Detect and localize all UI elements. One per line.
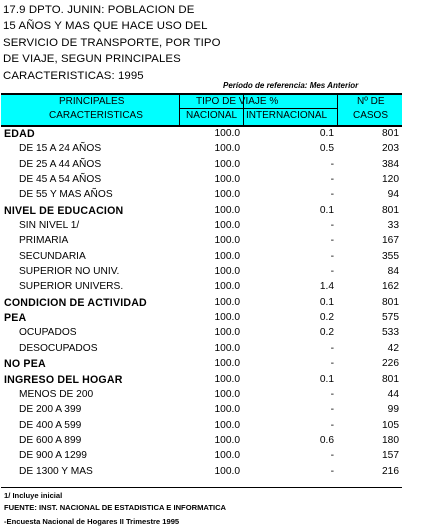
table-title bbox=[3, 2, 263, 84]
row-label: NO PEA bbox=[4, 358, 46, 371]
casos-value: 801 bbox=[382, 204, 399, 216]
casos-value: 167 bbox=[382, 235, 399, 247]
title-line: CARACTERISTICAS: 1995 bbox=[3, 69, 144, 82]
internacional-value: 0.1 bbox=[319, 296, 334, 308]
footnote-1: 1/ Incluye inicial bbox=[4, 491, 63, 500]
table-row bbox=[1, 357, 402, 372]
internacional-value: - bbox=[330, 404, 334, 416]
casos-value: 533 bbox=[382, 327, 399, 339]
row-label: SECUNDARIA bbox=[19, 250, 86, 262]
nacional-value: 100.0 bbox=[214, 327, 240, 339]
row-label: DE 200 A 399 bbox=[19, 404, 82, 416]
internacional-value: 0.1 bbox=[319, 128, 334, 139]
internacional-value: - bbox=[330, 220, 334, 232]
header-internacional: INTERNACIONAL bbox=[246, 110, 328, 121]
nacional-value: 100.0 bbox=[214, 189, 240, 201]
row-label: MENOS DE 200 bbox=[19, 388, 94, 400]
casos-value: 84 bbox=[387, 266, 399, 278]
nacional-value: 100.0 bbox=[214, 388, 240, 400]
table-row bbox=[1, 280, 402, 295]
row-label: SUPERIOR UNIVERS. bbox=[19, 281, 124, 293]
casos-value: 44 bbox=[387, 388, 399, 400]
table-body bbox=[1, 127, 402, 480]
casos-value: 575 bbox=[382, 312, 399, 324]
nacional-value: 100.0 bbox=[214, 235, 240, 247]
title-line: SERVICIO DE TRANSPORTE, POR TIPO bbox=[3, 36, 221, 49]
header-principales: PRINCIPALES bbox=[59, 96, 125, 107]
internacional-value: 1.4 bbox=[319, 281, 334, 293]
nacional-value: 100.0 bbox=[214, 128, 240, 139]
casos-value: 355 bbox=[382, 250, 399, 262]
nacional-value: 100.0 bbox=[214, 465, 240, 477]
internacional-value: 0.1 bbox=[319, 204, 334, 216]
header-divider bbox=[179, 95, 180, 125]
row-label: DE 45 A 54 AÑOS bbox=[19, 174, 102, 186]
row-label: DESOCUPADOS bbox=[19, 342, 98, 354]
table-row bbox=[1, 434, 402, 449]
row-label: EDAD bbox=[4, 128, 35, 140]
table-row bbox=[1, 234, 402, 249]
casos-value: 157 bbox=[382, 450, 399, 462]
footnote-survey: -Encuesta Nacional de Hogares II Trimestre 1995 bbox=[4, 517, 180, 526]
casos-value: 120 bbox=[382, 174, 399, 186]
row-label: DE 15 A 24 AÑOS bbox=[19, 143, 102, 155]
table-row bbox=[1, 158, 402, 173]
internacional-value: - bbox=[330, 266, 334, 278]
internacional-value: - bbox=[330, 419, 334, 431]
internacional-value: - bbox=[330, 174, 334, 186]
casos-value: 162 bbox=[382, 281, 399, 293]
row-label: SUPERIOR NO UNIV. bbox=[19, 266, 120, 278]
nacional-value: 100.0 bbox=[214, 358, 240, 370]
internacional-value: 0.1 bbox=[319, 373, 334, 385]
table-row bbox=[1, 419, 402, 434]
internacional-value: 0.2 bbox=[319, 327, 334, 339]
table-row bbox=[1, 142, 402, 157]
table-row bbox=[1, 465, 402, 480]
row-label: SIN NIVEL 1/ bbox=[19, 220, 80, 232]
nacional-value: 100.0 bbox=[214, 158, 240, 170]
nacional-value: 100.0 bbox=[214, 220, 240, 232]
internacional-value: - bbox=[330, 235, 334, 247]
casos-value: 33 bbox=[387, 220, 399, 232]
nacional-value: 100.0 bbox=[214, 143, 240, 155]
table-row bbox=[1, 127, 402, 142]
header-n-de: Nº DE bbox=[357, 96, 385, 107]
title-line: DE VIAJE, SEGUN PRINCIPALES bbox=[3, 53, 181, 66]
casos-value: 226 bbox=[382, 358, 399, 370]
table-bottom-rule bbox=[1, 487, 402, 488]
casos-value: 203 bbox=[382, 143, 399, 155]
table-row bbox=[1, 188, 402, 203]
table-row bbox=[1, 342, 402, 357]
internacional-value: - bbox=[330, 158, 334, 170]
internacional-value: - bbox=[330, 189, 334, 201]
reference-period: Período de referencia: Mes Anterior bbox=[223, 81, 359, 90]
header-caracteristicas: CARACTERISTICAS bbox=[49, 110, 143, 121]
table-row bbox=[1, 311, 402, 326]
table-row bbox=[1, 204, 402, 219]
header-tipo-viaje: TIPO DE VIAJE % bbox=[196, 96, 279, 107]
nacional-value: 100.0 bbox=[214, 174, 240, 186]
nacional-value: 100.0 bbox=[214, 296, 240, 308]
row-label: NIVEL DE EDUCACION bbox=[4, 204, 124, 217]
casos-value: 105 bbox=[382, 419, 399, 431]
row-label: CONDICION DE ACTIVIDAD bbox=[4, 296, 147, 309]
internacional-value: - bbox=[330, 450, 334, 462]
nacional-value: 100.0 bbox=[214, 204, 240, 216]
casos-value: 384 bbox=[382, 158, 399, 170]
table-row bbox=[1, 296, 402, 311]
header-divider bbox=[180, 108, 337, 109]
row-label: DE 400 A 599 bbox=[19, 419, 82, 431]
data-table bbox=[1, 93, 402, 480]
nacional-value: 100.0 bbox=[214, 450, 240, 462]
table-header bbox=[1, 93, 402, 127]
table-row bbox=[1, 265, 402, 280]
row-label: DE 55 Y MAS AÑOS bbox=[19, 189, 113, 201]
footnote-source: FUENTE: INST. NACIONAL DE ESTADISTICA E INFORMATICA bbox=[4, 503, 227, 512]
header-divider bbox=[337, 95, 338, 125]
internacional-value: 0.6 bbox=[319, 434, 334, 446]
casos-value: 94 bbox=[387, 189, 399, 201]
casos-value: 801 bbox=[382, 296, 399, 308]
row-label: DE 1300 Y MAS bbox=[19, 465, 93, 477]
header-nacional: NACIONAL bbox=[186, 110, 238, 121]
casos-value: 42 bbox=[387, 342, 399, 354]
nacional-value: 100.0 bbox=[214, 419, 240, 431]
title-line: 17.9 DPTO. JUNIN: POBLACION DE bbox=[3, 4, 195, 16]
row-label: PRIMARIA bbox=[19, 235, 69, 247]
row-label: PEA bbox=[4, 312, 27, 325]
table-row bbox=[1, 219, 402, 234]
internacional-value: - bbox=[330, 465, 334, 477]
table-row bbox=[1, 326, 402, 341]
nacional-value: 100.0 bbox=[214, 434, 240, 446]
row-label: DE 600 A 899 bbox=[19, 434, 82, 446]
casos-value: 216 bbox=[382, 465, 399, 477]
header-casos: CASOS bbox=[353, 110, 389, 121]
internacional-value: - bbox=[330, 342, 334, 354]
row-label: DE 25 A 44 AÑOS bbox=[19, 158, 102, 170]
nacional-value: 100.0 bbox=[214, 250, 240, 262]
table-row bbox=[1, 449, 402, 464]
table-row bbox=[1, 173, 402, 188]
table-row bbox=[1, 250, 402, 265]
nacional-value: 100.0 bbox=[214, 266, 240, 278]
internacional-value: - bbox=[330, 358, 334, 370]
internacional-value: 0.2 bbox=[319, 312, 334, 324]
row-label: INGRESO DEL HOGAR bbox=[4, 373, 123, 386]
nacional-value: 100.0 bbox=[214, 312, 240, 324]
casos-value: 801 bbox=[382, 373, 399, 385]
internacional-value: - bbox=[330, 250, 334, 262]
title-line: 15 AÑOS Y MAS QUE HACE USO DEL bbox=[3, 20, 208, 33]
nacional-value: 100.0 bbox=[214, 373, 240, 385]
table-row bbox=[1, 403, 402, 418]
table-row bbox=[1, 373, 402, 388]
nacional-value: 100.0 bbox=[214, 404, 240, 416]
casos-value: 180 bbox=[382, 434, 399, 446]
row-label: OCUPADOS bbox=[19, 327, 77, 339]
casos-value: 801 bbox=[382, 128, 399, 139]
table-row bbox=[1, 388, 402, 403]
internacional-value: 0.5 bbox=[319, 143, 334, 155]
row-label: DE 900 A 1299 bbox=[19, 450, 87, 462]
casos-value: 99 bbox=[387, 404, 399, 416]
internacional-value: - bbox=[330, 388, 334, 400]
nacional-value: 100.0 bbox=[214, 342, 240, 354]
nacional-value: 100.0 bbox=[214, 281, 240, 293]
